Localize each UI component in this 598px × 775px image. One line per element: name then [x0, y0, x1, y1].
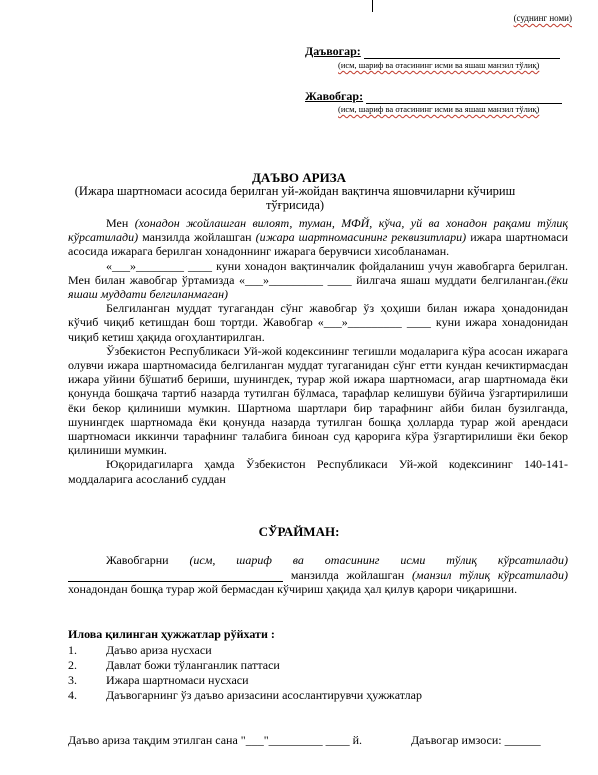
paragraph-3: Белгиланган муддат тугагандан сўнг жавобгар ўз ҳоҳиши билан ижара ҳонадонидан кўчиб чиқиб кетишдан бош тортди. Жавобгар «___»_________ ____ куни ижара хонадонидан чиқиб кетиш ҳақида огоҳлантирилган.	[68, 301, 568, 344]
plaintiff-hint: (исм, шариф ва отасининг исми ва яшаш манзил тўлиқ)	[338, 60, 540, 70]
document-subtitle: (Ижара шартномаси асосида берилган уй-жойдан вақтинча яшовчиларни кўчириш тўғрисида)	[74, 184, 516, 212]
attachments-list	[68, 643, 422, 703]
paragraph-4: Ўзбекистон Республикаси Уй-жой кодексининг тегишли модаларига кўра асосан ижарага олувчи ижара шартномасида белгиланган муддат тугаганидан сўнг етти кундан кечиктирмасдан ижара уйини бўшатиб бериши, шунингдек, турар жой ижара шартномаси, агар шартномада ёки қонунда бошқача тартиб назарда тутилган бўлмаса, тарафлар келишуви бўйича ўзгартирилиши ёки бекор қилиниши мумкин. Шартнома шартлари бир тарафнинг айби билан бузилганда, шунингдек шартномада ёки қонунда назарда тутилган бошқа ҳолларда турар жой арендаси шартномаси иккинчи тарафнинг талабига биноан суд қарорига кўра ўзгартирилиши ёки бекор қилиниши мумкин.	[68, 343, 568, 458]
paragraph-5: Юқоридагиларга ҳамда Ўзбекистон Республикаси Уй-жой кодексининг 140-141-моддаларига асосланиб суддан	[68, 457, 568, 486]
submission-date: Даъво ариза тақдим этилган сана "___"_________ ____ й.	[68, 733, 363, 747]
plaintiff-blank[interactable]	[364, 47, 560, 59]
court-name-hint: (суднинг номи)	[513, 13, 572, 23]
request-body: Жавобгарни (исм, шариф ва отасининг исми тўлиқ кўрсатилади) манзилда жойлашган (манзил тўлиқ кўрсатилади) хонадондан бошқа турар жой бермасдан кўчириш ҳақида ҳал қилув қарори чиқаришни.	[68, 553, 568, 596]
attachment-item: 2. Давлат божи тўланганлик паттаси	[68, 658, 280, 672]
defendant-row	[305, 89, 562, 104]
claim-body	[68, 216, 568, 486]
attachment-item: 1. Даъво ариза нусхаси	[68, 643, 212, 657]
defendant-blank[interactable]	[366, 92, 562, 104]
paragraph-2: «___»________ ____ куни хонадон вақтинчалик фойдаланиш учун жавобгарга берилган. Мен билан жавобгар ўртамизда «___»_________ ____ йилгача яшаш муддати белгиланган.(ёки яшаш муддати белгиланмаган)	[68, 258, 568, 302]
attachments-title: Илова қилинган ҳужжатлар рўйхати :	[68, 627, 275, 641]
attachment-item: 3. Ижара шартномаси нусхаси	[68, 673, 249, 687]
request-blank[interactable]	[68, 570, 283, 582]
request-heading: СЎРАЙМАН:	[258, 524, 340, 539]
plaintiff-signature: Даъвогар имзоси: ______	[411, 733, 541, 747]
attachment-item: 4. Даъвогарнинг ўз даъво аризасини асослантирувчи ҳужжатлар	[68, 688, 422, 702]
plaintiff-label: Даъвогар:	[305, 44, 361, 58]
paragraph-1: Мен (хонадон жойлашган вилоят, туман, МФЙ, кўча, уй ва хонадон рақами тўлиқ кўрсатилади) манзилда жойлашган (ижара шартномасининг реквизитлари) ижара шартномаси асосида ижарага берилган хонадоннинг ижарага берувчиси хисобланаман.	[68, 216, 569, 259]
defendant-hint: (исм, шариф ва отасининг исми ва яшаш манзил тўлиқ)	[338, 104, 540, 114]
plaintiff-row	[305, 44, 560, 59]
page-marker-line	[372, 0, 373, 12]
defendant-label: Жавобгар:	[305, 89, 364, 103]
document-title: ДАЪВО АРИЗА	[251, 170, 346, 185]
